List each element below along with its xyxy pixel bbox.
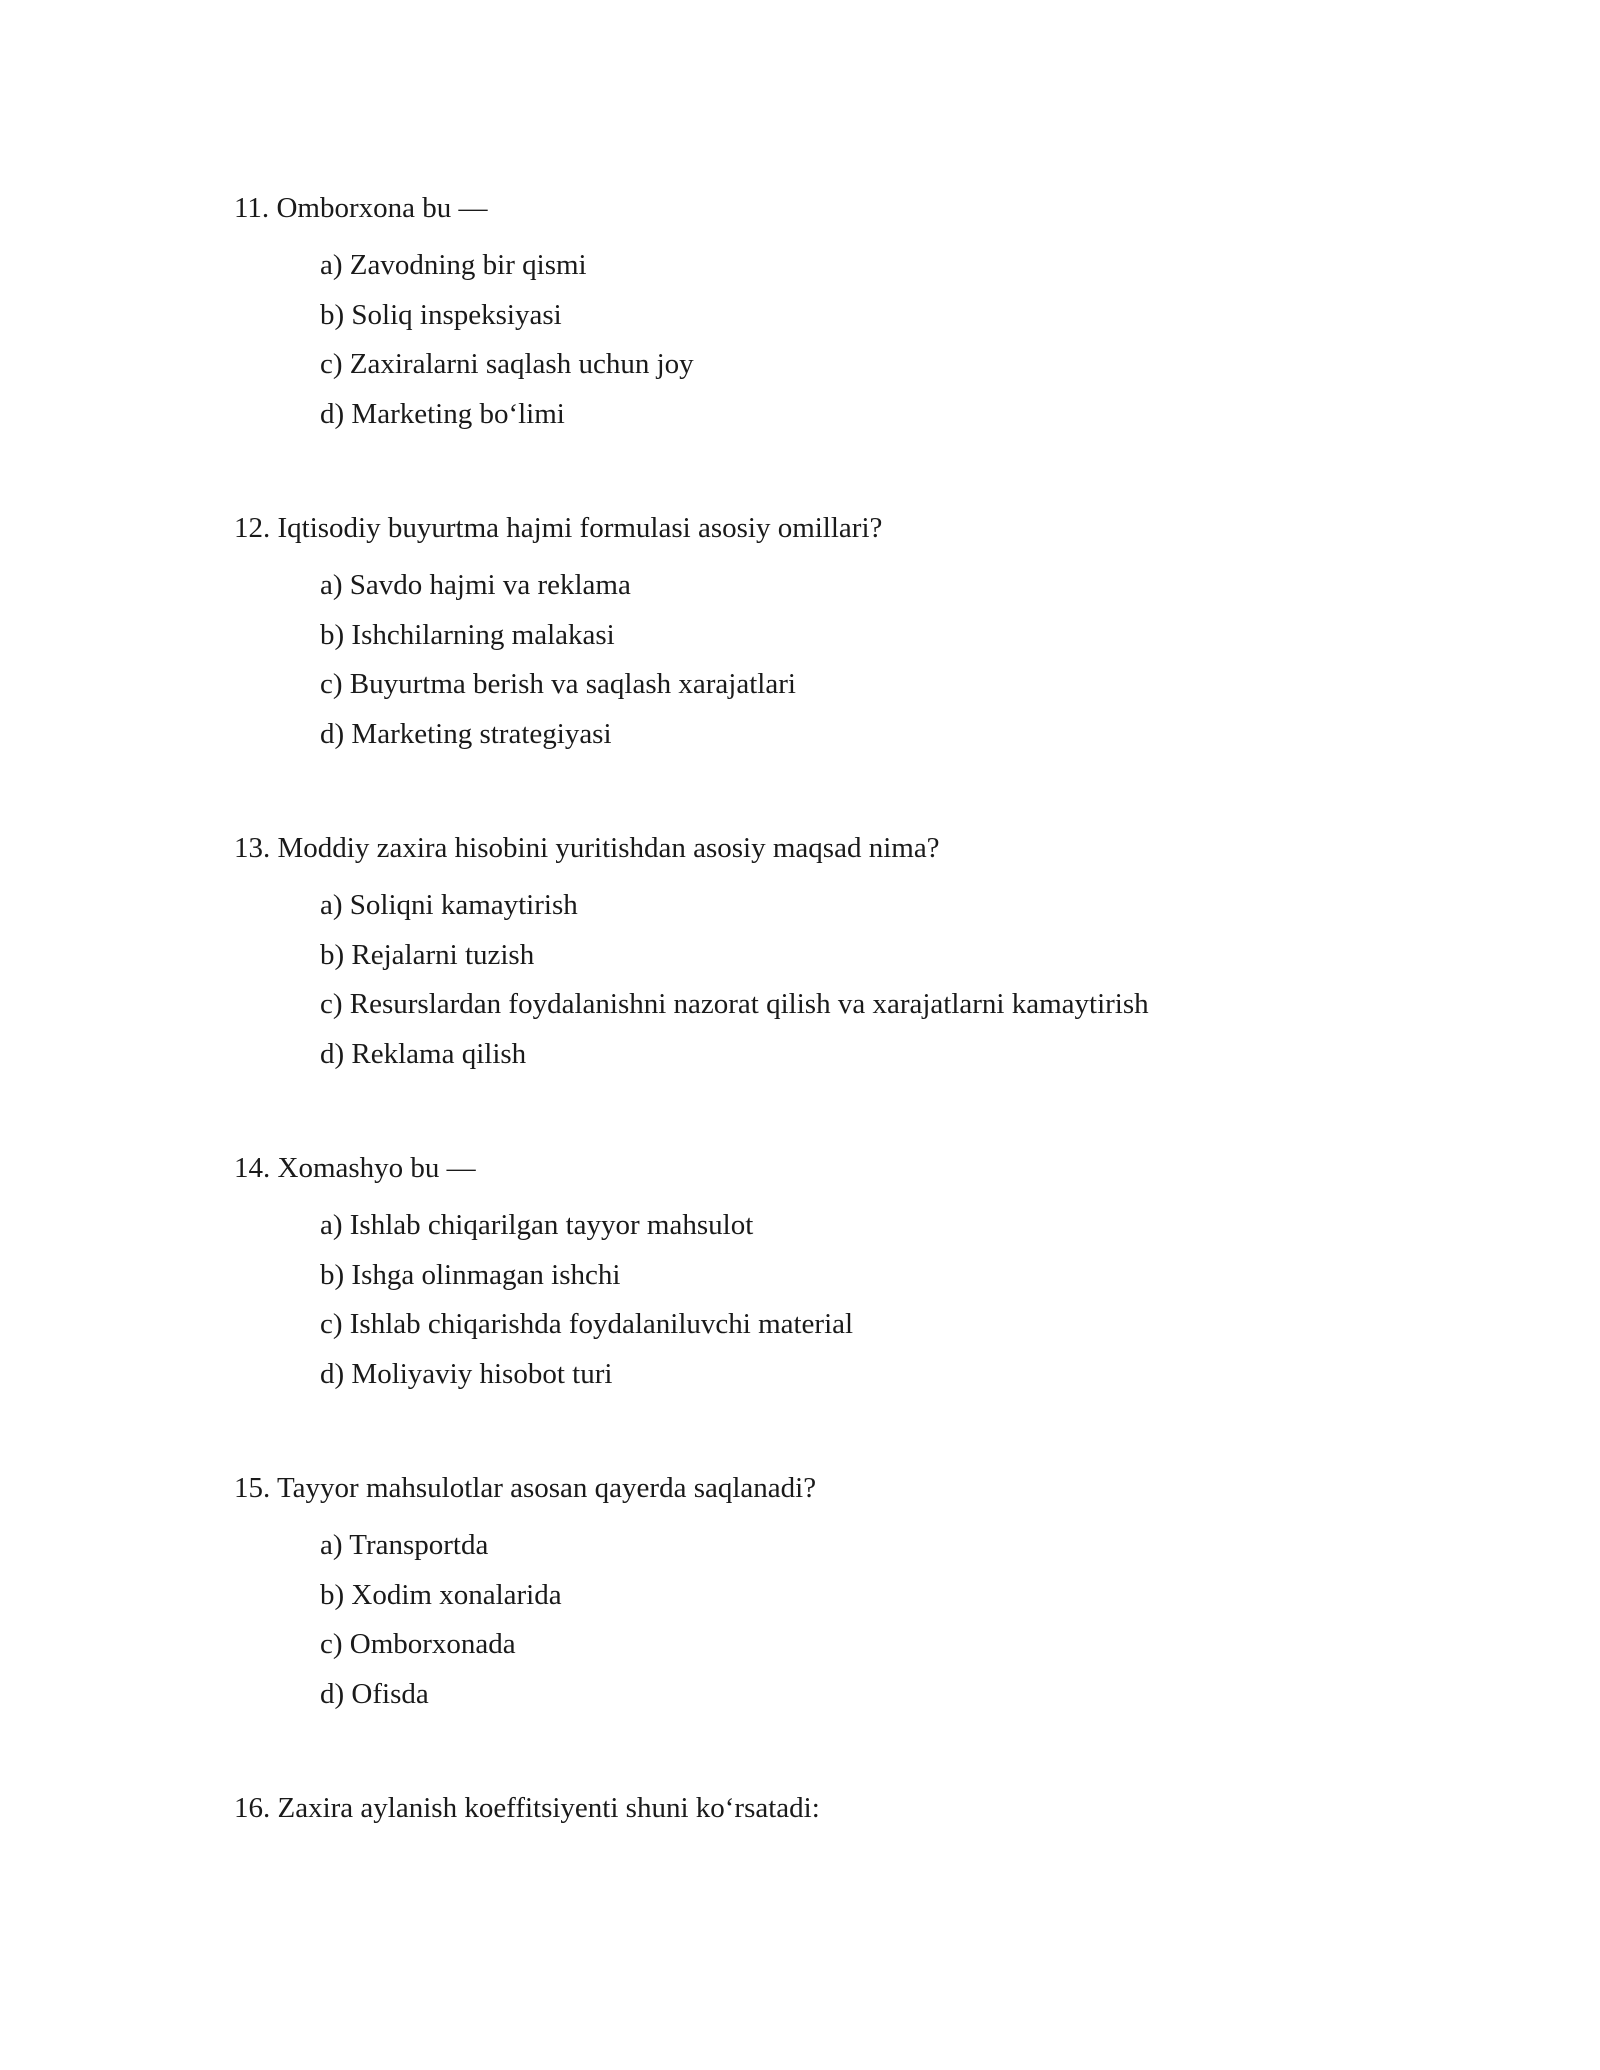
question-text [234,1468,1484,1508]
question-label: Iqtisodiy buyurtma hajmi formulasi asosiy omillari? [277,512,883,544]
question-12 [234,508,1484,763]
option-c: c) Omborxonada [320,1628,516,1660]
option-d: d) Moliyaviy hisobot turi [320,1357,613,1390]
question-label: Omborxona bu — [276,192,488,224]
question-label: Xomashyo bu — [277,1152,476,1184]
question-14 [234,1148,1484,1403]
question-11 [234,188,1484,443]
question-number: 14. [234,1152,271,1184]
options-list [234,1525,1484,1723]
question-text [234,188,1484,228]
question-text [234,828,1484,868]
question-16 [234,1788,1484,1845]
question-number: 15. [234,1472,271,1504]
options-list [234,885,1484,1083]
options-list [234,1205,1484,1403]
question-label: Moddiy zaxira hisobini yuritishdan asosiy maqsad nima? [277,832,940,864]
option-b: b) Soliq inspeksiyasi [320,298,562,331]
option-d: d) Reklama qilish [320,1037,527,1070]
options-list [234,245,1484,443]
option-d: d) Marketing bo‘limi [320,397,565,430]
question-text [234,1148,1484,1188]
option-a: a) Transportda [320,1529,489,1561]
option-a: a) Ishlab chiqarilgan tayyor mahsulot [320,1209,754,1241]
option-c: c) Resurslardan foydalanishni nazorat qilish va xarajatlarni kamaytirish [320,988,1149,1020]
question-13 [234,828,1484,1083]
option-b: b) Rejalarni tuzish [320,938,535,971]
option-c: c) Zaxiralarni saqlash uchun joy [320,348,694,380]
option-c: c) Ishlab chiqarishda foydalaniluvchi material [320,1308,854,1340]
question-label: Tayyor mahsulotlar asosan qayerda saqlanadi? [276,1472,817,1504]
question-15 [234,1468,1484,1723]
option-a: a) Savdo hajmi va reklama [320,569,631,601]
question-text [234,1788,1484,1828]
question-number: 16. [234,1792,271,1824]
question-number: 11. [234,192,270,224]
question-text [234,508,1484,548]
option-b: b) Ishchilarning malakasi [320,618,615,651]
options-list [234,565,1484,763]
option-c: c) Buyurtma berish va saqlash xarajatlari [320,668,796,700]
question-number: 12. [234,512,271,544]
option-d: d) Ofisda [320,1677,429,1710]
question-label: Zaxira aylanish koeffitsiyenti shuni ko‘rsatadi: [277,1792,820,1824]
question-number: 13. [234,832,271,864]
option-b: b) Xodim xonalarida [320,1578,562,1611]
option-b: b) Ishga olinmagan ishchi [320,1258,621,1291]
option-a: a) Zavodning bir qismi [320,249,587,281]
option-a: a) Soliqni kamaytirish [320,889,578,921]
option-d: d) Marketing strategiyasi [320,717,612,750]
